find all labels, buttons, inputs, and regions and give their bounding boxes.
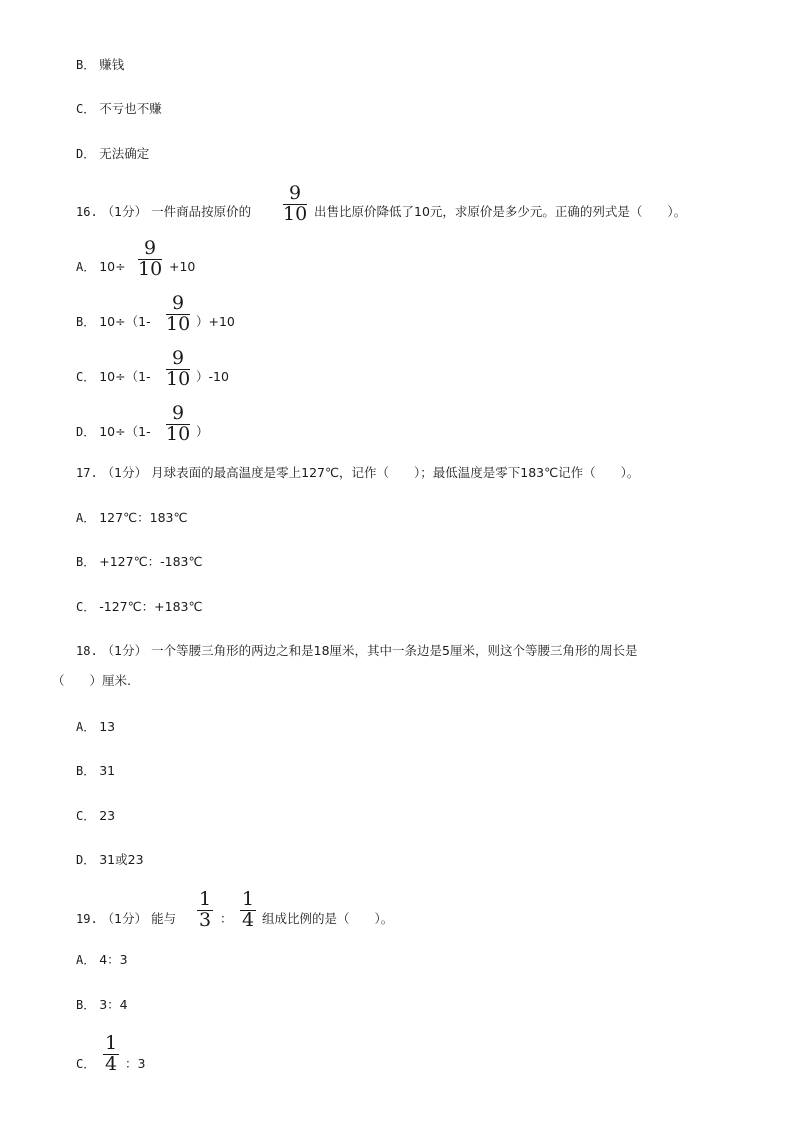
q16-option-c-post: ）-10 [196,369,229,384]
q18-stem-continuation: （ ）厘米. [52,673,131,688]
q16-option-c: C． 10÷（1- [76,369,151,384]
q16-option-c-fraction: 9 10 [166,347,191,390]
q15-option-c: C． 不亏也不赚 [76,101,162,116]
q16-option-a-fraction: 9 10 [138,237,163,280]
q16-option-d-fraction: 9 10 [166,402,191,445]
q19-option-a: A． 4：3 [76,952,128,967]
q19-option-c-post: ：3 [125,1056,146,1071]
q17-option-b: B． +127℃：-183℃ [76,554,203,569]
q15-option-b: B． 赚钱 [76,57,125,72]
q15-option-d: D． 无法确定 [76,146,150,161]
q17-option-c: C． -127℃：+183℃ [76,599,203,614]
q18-option-c: C． 23 [76,808,116,823]
q19-stem-part2: 组成比例的是（ ）。 [262,911,394,926]
q18-option-d: D． 31或23 [76,852,144,867]
q19-option-c-fraction: 1 4 [104,1032,118,1075]
q16-option-d: D． 10÷（1- [76,424,151,439]
q16-option-b-fraction: 9 10 [166,292,191,335]
q19-colon: ： [220,911,233,926]
q18-option-a: A． 13 [76,719,116,734]
q19-option-b: B． 3：4 [76,997,128,1012]
q19-stem-part1: 19. （1分） 能与 [76,911,177,926]
q16-option-a: A． 10÷ [76,259,126,274]
q16-stem-part1: 16. （1分） 一件商品按原价的 [76,204,252,219]
q17-stem: 17. （1分） 月球表面的最高温度是零上127℃，记作（ ）；最低温度是零下183℃记作（ ）。 [76,465,640,480]
q17-option-a: A． 127℃：183℃ [76,510,188,525]
q18-option-b: B． 31 [76,763,116,778]
q16-option-d-post: ） [196,424,209,439]
q16-option-a-post: +10 [169,259,196,274]
q16-option-b-post: ）+10 [196,314,235,329]
q16-option-b: B． 10÷（1- [76,314,151,329]
q18-stem: 18. （1分） 一个等腰三角形的两边之和是18厘米，其中一条边是5厘米，则这个等腰三角形的周长是 [76,643,638,658]
q16-fraction: 9 10 [283,182,308,225]
q19-fraction-one-third: 1 3 [198,888,212,931]
q19-option-c: C． [76,1057,96,1071]
q16-stem-part2: 出售比原价降低了10元，求原价是多少元。正确的列式是（ ）。 [314,204,687,219]
q19-fraction-one-fourth: 1 4 [241,888,255,931]
